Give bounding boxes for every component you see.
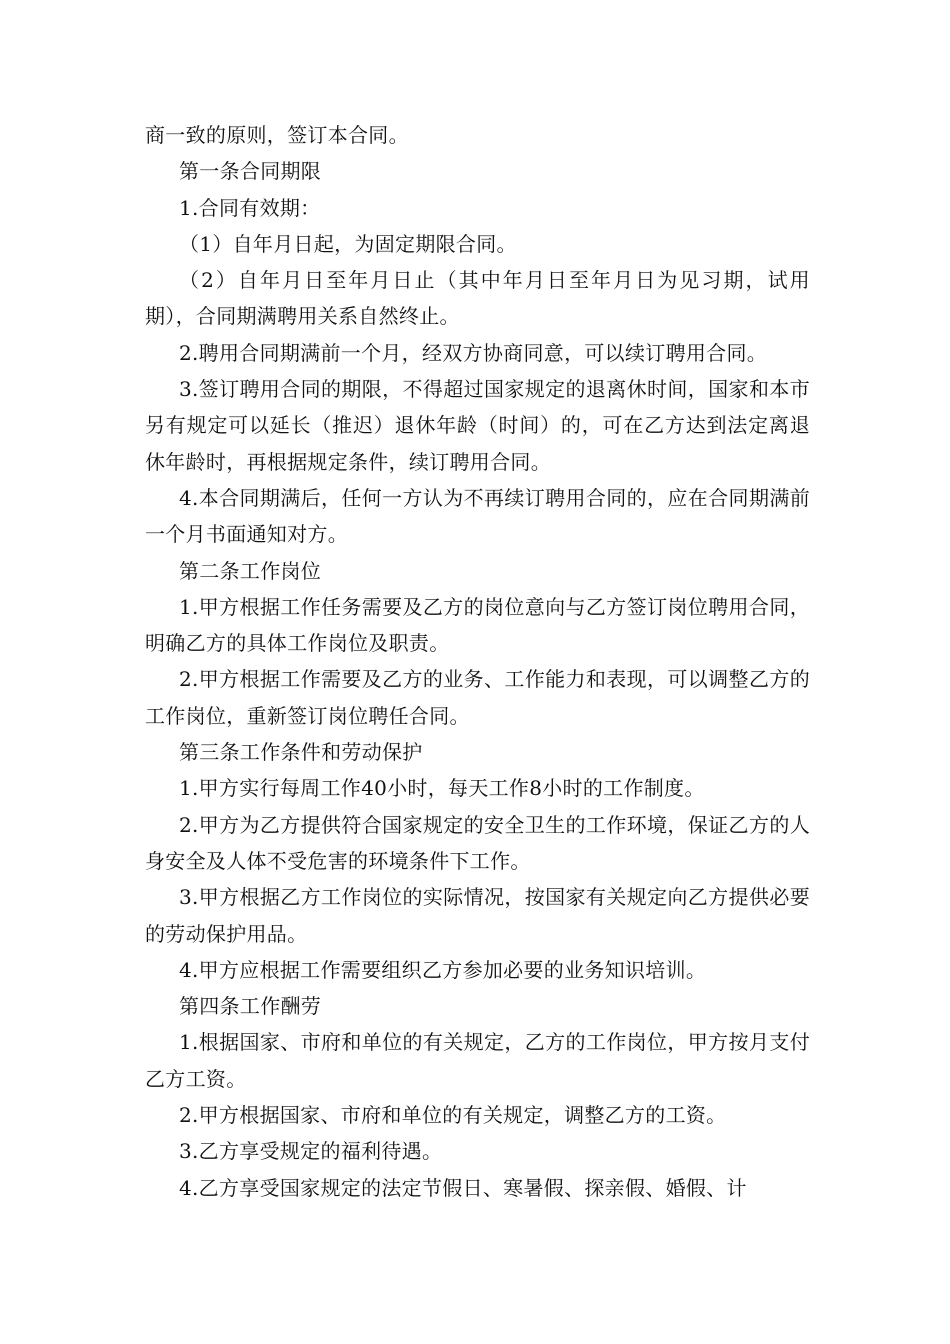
paragraph-continuation: 商一致的原则，签订本合同。 [145, 123, 409, 147]
paragraph: 1.根据国家、市府和单位的有关规定，乙方的工作岗位，甲方按月支付乙方工资。 [145, 1030, 810, 1091]
paragraph: 3.甲方根据乙方工作岗位的实际情况，按国家有关规定向乙方提供必要的劳动保护用品。 [145, 885, 810, 946]
article-4-heading: 第四条工作酬劳 [179, 994, 322, 1019]
paragraph: 4.乙方享受国家规定的法定节假日、寒暑假、探亲假、婚假、计 [179, 1175, 747, 1200]
article-1-heading: 第一条合同期限 [179, 159, 322, 184]
paragraph: 4.甲方应根据工作需要组织乙方参加必要的业务知识培训。 [179, 957, 707, 982]
paragraph: 2.聘用合同期满前一个月，经双方协商同意，可以续订聘用合同。 [179, 340, 768, 365]
document-body [145, 117, 810, 1206]
paragraph: 1.甲方实行每周工作40小时，每天工作8小时的工作制度。 [179, 776, 705, 801]
paragraph: 2.甲方为乙方提供符合国家规定的安全卫生的工作环境，保证乙方的人身安全及人体不受危害的环境条件下工作。 [145, 812, 810, 873]
paragraph: 1.甲方根据工作任务需要及乙方的岗位意向与乙方签订岗位聘用合同，明确乙方的具体工作岗位及职责。 [145, 594, 810, 656]
paragraph: （2）自年月日至年月日止（其中年月日至年月日为见习期，试用期），合同期满聘用关系自然终止。 [145, 268, 810, 329]
paragraph: 1.合同有效期： [179, 195, 321, 220]
paragraph: 4.本合同期满后，任何一方认为不再续订聘用合同的，应在合同期满前一个月书面通知对方。 [145, 485, 810, 547]
paragraph: 3.签订聘用合同的期限，不得超过国家规定的退离休时间，国家和本市另有规定可以延长（推迟）退休年龄（时间）的，可在乙方达到法定离退休年龄时，再根据规定条件，续订聘用合同。 [145, 377, 810, 474]
paragraph: （1）自年月日起，为固定期限合同。 [179, 231, 517, 256]
paragraph: 3.乙方享受规定的福利待遇。 [179, 1139, 443, 1164]
paragraph: 2.甲方根据工作需要及乙方的业务、工作能力和表现，可以调整乙方的工作岗位，重新签订岗位聘任合同。 [145, 667, 810, 728]
article-3-heading: 第三条工作条件和劳动保护 [179, 740, 423, 765]
article-2-heading: 第二条工作岗位 [179, 558, 322, 583]
paragraph: 2.甲方根据国家、市府和单位的有关规定，调整乙方的工资。 [179, 1103, 727, 1128]
